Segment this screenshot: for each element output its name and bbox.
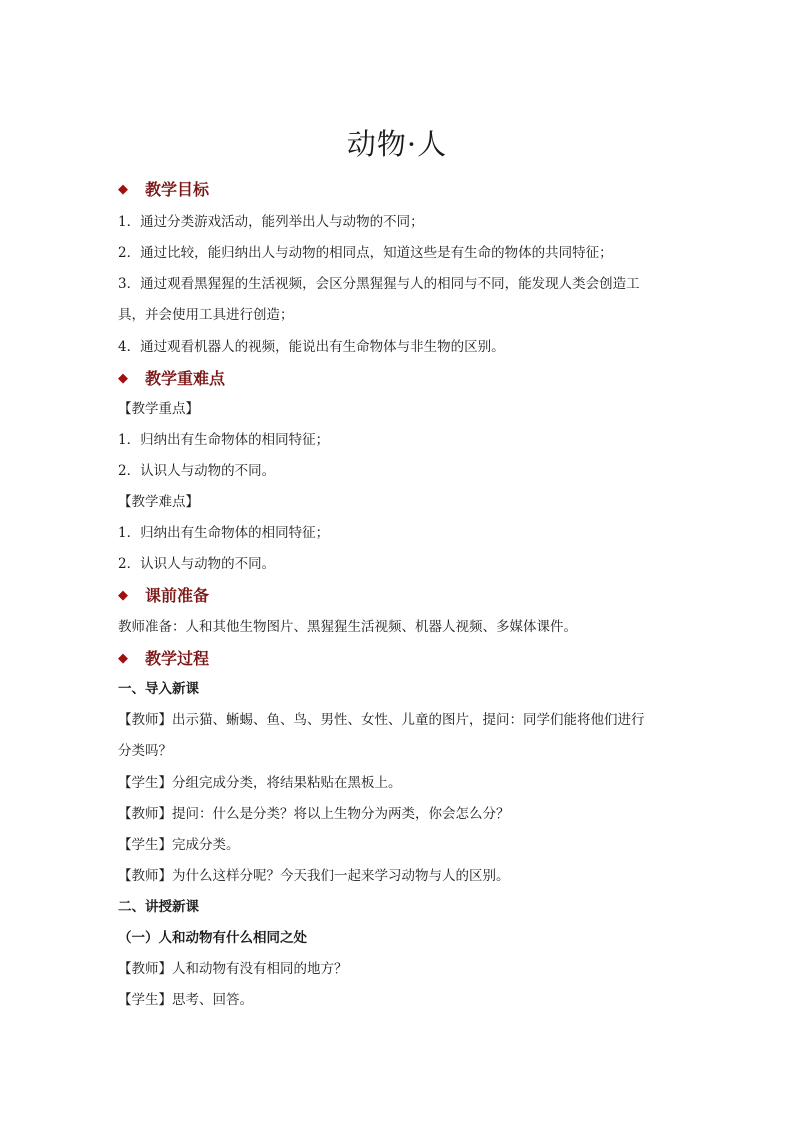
focus-item: 2．认识人与动物的不同。 (118, 463, 276, 479)
section-title: 教学重难点 (145, 369, 226, 388)
difficulty-label: 【教学难点】 (118, 494, 199, 510)
dialogue-line: 【教师】提问：什么是分类？将以上生物分为两类，你会怎么分？ (118, 806, 510, 822)
dialogue-line: 【教师】人和动物有没有相同的地方？ (118, 961, 348, 977)
section-title: 教学过程 (145, 649, 210, 668)
section-title: 教学目标 (145, 180, 210, 199)
diamond-bullet-icon: ◆ (118, 182, 128, 197)
section-heading-process (118, 647, 209, 671)
dialogue-line: 【学生】分组完成分类，将结果粘贴在黑板上。 (118, 775, 402, 791)
difficulty-item: 1．归纳出有生命物体的相同特征； (118, 525, 330, 541)
focus-item: 1．归纳出有生命物体的相同特征； (118, 432, 330, 448)
diamond-bullet-icon: ◆ (118, 371, 128, 386)
dialogue-line: 【学生】思考、回答。 (118, 992, 253, 1008)
part-title: 一、导入新课 (118, 681, 199, 697)
section-heading-key-points (118, 367, 225, 391)
section-title: 课前准备 (145, 586, 210, 605)
subsection-title: （一）人和动物有什么相同之处 (118, 930, 307, 946)
dialogue-line: 【教师】出示猫、蜥蜴、鱼、鸟、男性、女性、儿童的图片，提问：同学们能将他们进行 (118, 712, 645, 728)
goal-line: 具，并会使用工具进行创造； (118, 307, 294, 323)
goal-line: 2．通过比较，能归纳出人与动物的相同点，知道这些是有生命的物体的共同特征； (118, 245, 613, 261)
dialogue-line: 【学生】完成分类。 (118, 837, 240, 853)
section-heading-goals (118, 178, 209, 202)
section-heading-preparation (118, 584, 209, 608)
preparation-text: 教师准备：人和其他生物图片、黑猩猩生活视频、机器人视频、多媒体课件。 (118, 619, 577, 635)
goal-line: 4．通过观看机器人的视频，能说出有生命物体与非生物的区别。 (118, 339, 505, 355)
goal-line: 1．通过分类游戏活动，能列举出人与动物的不同； (118, 214, 424, 230)
part-title: 二、讲授新课 (118, 899, 199, 915)
page-title: 动物·人 (346, 127, 448, 161)
dialogue-line: 【教师】为什么这样分呢？今天我们一起来学习动物与人的区别。 (118, 868, 510, 884)
diamond-bullet-icon: ◆ (118, 651, 128, 666)
focus-label: 【教学重点】 (118, 401, 199, 417)
dialogue-line: 分类吗？ (118, 743, 172, 759)
goal-line: 3．通过观看黑猩猩的生活视频，会区分黑猩猩与人的相同与不同，能发现人类会创造工 (118, 276, 640, 292)
difficulty-item: 2．认识人与动物的不同。 (118, 556, 276, 572)
diamond-bullet-icon: ◆ (118, 588, 128, 603)
